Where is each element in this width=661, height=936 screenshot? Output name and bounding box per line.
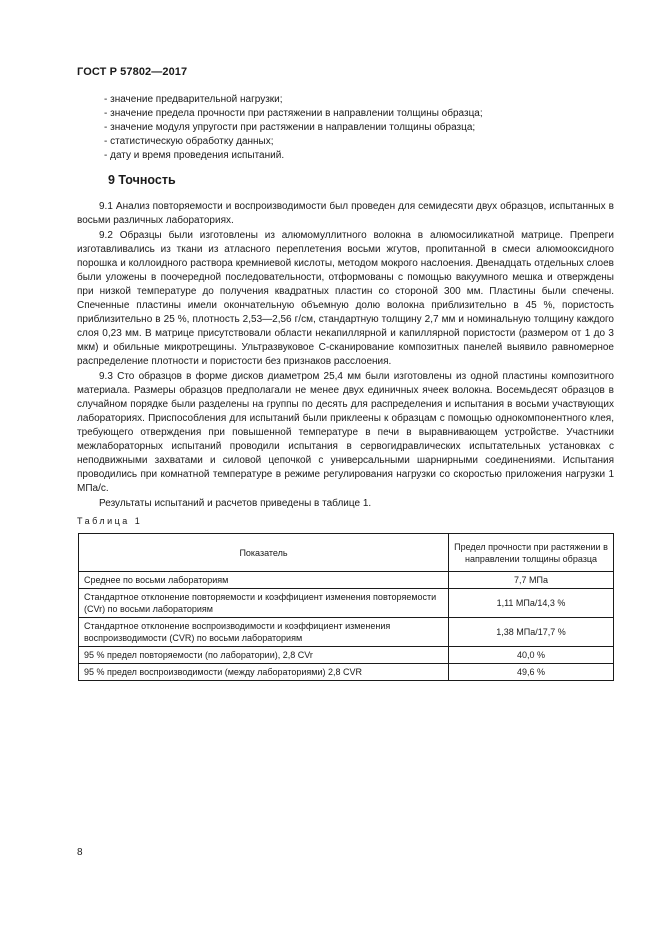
table-cell-value: 7,7 МПа xyxy=(449,572,614,589)
document-header: ГОСТ Р 57802—2017 xyxy=(77,66,188,78)
list-item: - значение предварительной нагрузки; xyxy=(104,94,283,105)
paragraph-9-1: 9.1 Анализ повторяемости и воспроизводимости был проведен для семидесяти двух образцов, испытанных в восьми различных лабораториях. xyxy=(77,201,614,226)
list-item: - дату и время проведения испытаний. xyxy=(104,150,285,161)
column-header-indicator: Показатель xyxy=(79,534,449,572)
table-row xyxy=(79,647,614,664)
table-cell-indicator: Стандартное отклонение воспроизводимости и коэффициент изменения воспроизводимости (CVR) по восьми лабораториям xyxy=(79,618,449,647)
table-cell-indicator: 95 % предел воспроизводимости (между лабораториями) 2,8 CVR xyxy=(79,664,449,681)
paragraph-table-reference: Результаты испытаний и расчетов приведены в таблице 1. xyxy=(99,498,372,509)
table-caption: Таблица 1 xyxy=(77,516,143,526)
table-row xyxy=(79,589,614,618)
list-item: - значение модуля упругости при растяжении в направлении толщины образца; xyxy=(104,122,476,133)
page-number: 8 xyxy=(77,847,83,858)
table-header-row xyxy=(79,534,614,572)
table-cell-indicator: 95 % предел повторяемости (по лаборатории), 2,8 CVr xyxy=(79,647,449,664)
table-row xyxy=(79,572,614,589)
section-body xyxy=(77,200,614,512)
table-cell-value: 40,0 % xyxy=(449,647,614,664)
paragraph-9-2: 9.2 Образцы были изготовлены из алюмомуллитного волокна в алюмосиликатной матрице. Препреги изготавливались из ткани из атласного переплетения восьми жгутов, пропитанной в смеси алюмооксидного порошка и коллоидного раствора кремниевой кислоты, методом мокрого наслоения. Двенадцать отдельных слоев были уложены в поочередной последовательности, отформованы с помощью вакуумного мешка и отверждены при низкой температуре до получения квадратных пластин со стороной 300 мм. Пластины были спечены. Спеченные пластины имели окончательную объемную долю волокна приблизительно в 45 %, пористость приблизительно в 25 %, плотность 2,53—2,56 г/см, стандартную толщину 2,7 мм и номинальную толщину каждого слоя 0,23 мм. В матрице присутствовали области некапиллярной и капиллярной пористости (размером от 1 до 3 мкм) и обильные микротрещины. Ультразвуковое С-сканирование композитных панелей выявило равномерное распределение плотности и пористости без признаков расслоения. xyxy=(77,230,614,367)
table-row xyxy=(79,618,614,647)
table-row xyxy=(79,664,614,681)
list-item: - значение предела прочности при растяжении в направлении толщины образца; xyxy=(104,108,483,119)
table-cell-value: 49,6 % xyxy=(449,664,614,681)
table-cell-indicator: Среднее по восьми лабораториям xyxy=(79,572,449,589)
report-contents-list xyxy=(104,93,624,163)
list-item: - статистическую обработку данных; xyxy=(104,136,274,147)
table-cell-value: 1,38 МПа/17,7 % xyxy=(449,618,614,647)
table-cell-indicator: Стандартное отклонение повторяемости и коэффициент изменения повторяемости (CVr) по восьми лабораториям xyxy=(79,589,449,618)
section-title: 9 Точность xyxy=(108,173,176,187)
column-header-strength: Предел прочности при растяжении в направлении толщины образца xyxy=(449,534,614,572)
table-cell-value: 1,11 МПа/14,3 % xyxy=(449,589,614,618)
results-table xyxy=(78,533,614,681)
paragraph-9-3: 9.3 Сто образцов в форме дисков диаметром 25,4 мм были изготовлены из одной пластины композитного материала. Размеры образцов предполагали не менее двух единичных ячеек волокна. Восемьдесят образцов в случайном порядке были разделены на группы по десять для распределения и испытания в восьми участвующих лабораториях. Приспособления для испытаний были приклеены к образцам с помощью однокомпонентного клея, требующего отверждения при повышенной температуре в печи в выравнивающем устройстве. Участники межлабораторных испытаний проводили испытания в сервогидравлических испытательных установках с неподвижными захватами и силовой цепочкой с универсальными шарнирными соединениями. Испытания проводились при комнатной температуре в режиме регулирования нагрузки со скоростью приложения нагрузки 1 МПа/с. xyxy=(77,371,614,494)
